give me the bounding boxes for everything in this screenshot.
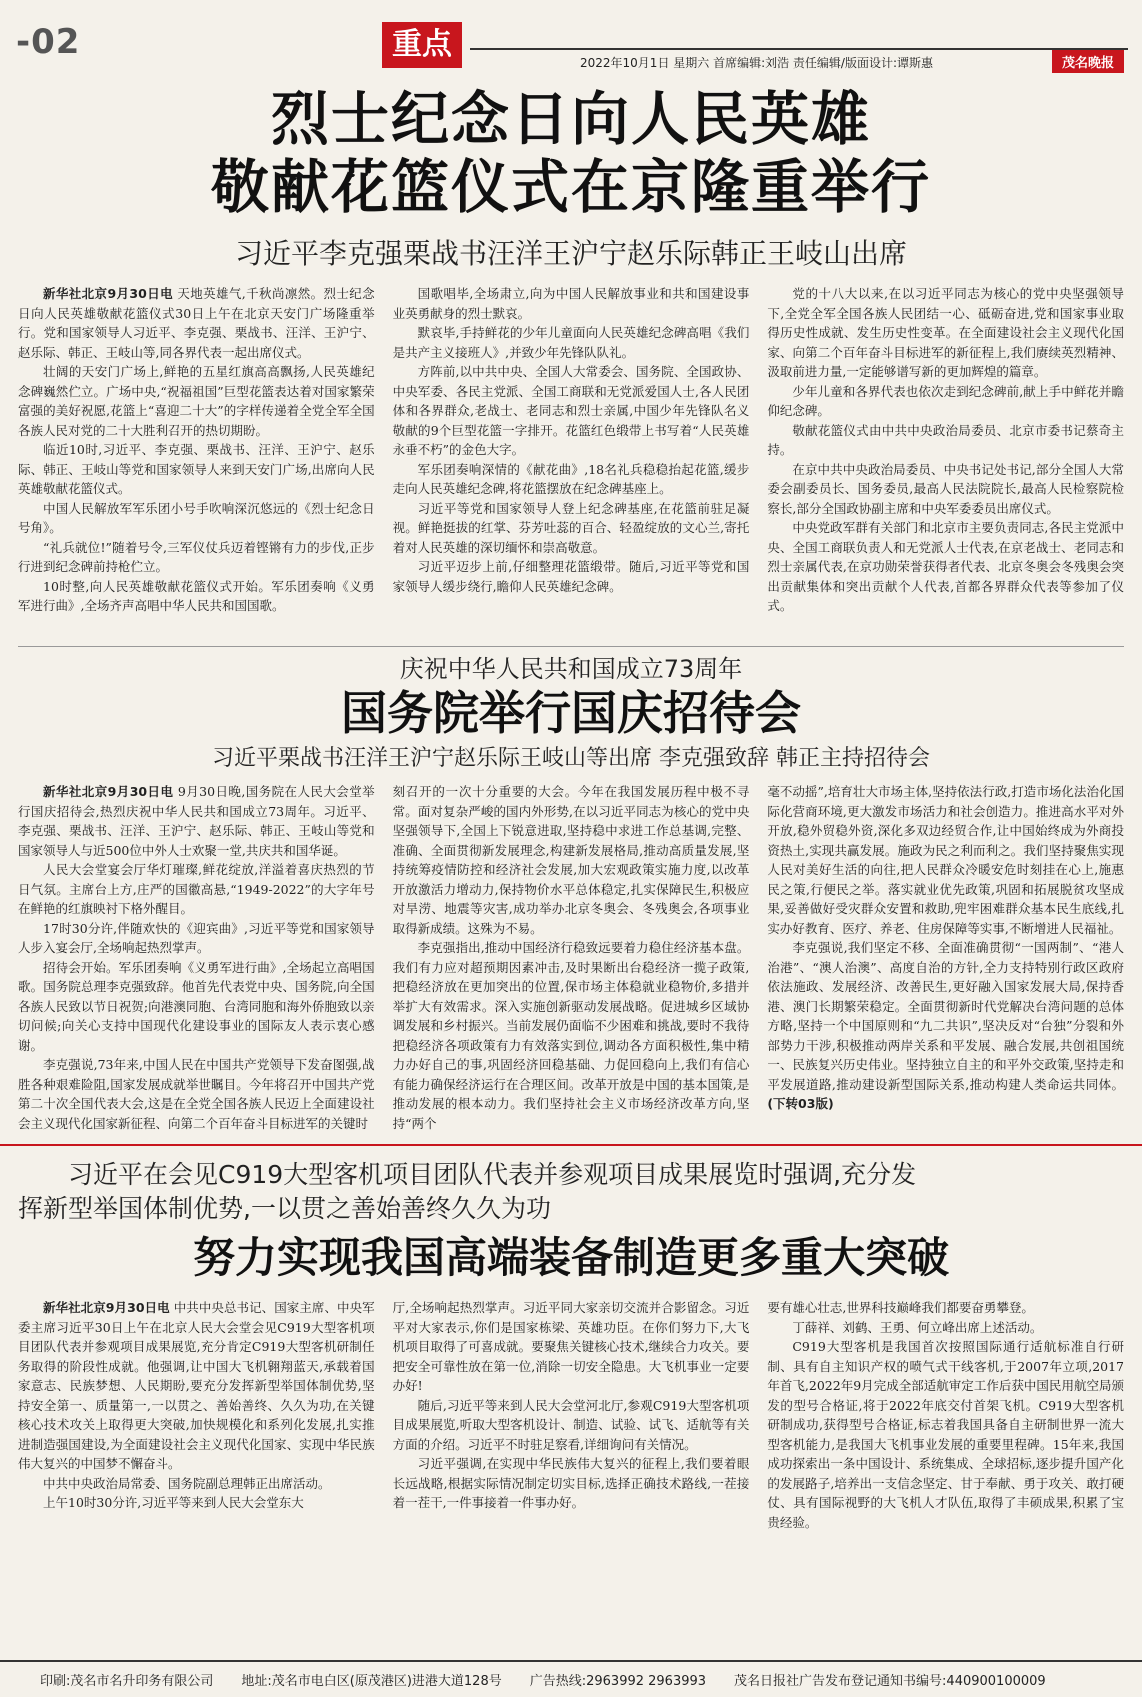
paragraph: 上午10时30分许,习近平等来到人民大会堂东大 [43,1495,304,1510]
paragraph: 党的十八大以来,在以习近平同志为核心的党中央坚强领导下,全党全军全国各族人民团结一心、砥砺奋进,党和国家事业取得历史性成就、发生历史性变革。在全面建设社会主义现代化国家、向第二个百年奋斗目标进军的新征程上,我们赓续英烈精神、汲取前进力量,一定能够谱写新的更加辉煌的篇章。 [767,286,1125,379]
article1-title-line2: 敬献花篮仪式在京隆重举行 [210,153,931,221]
footer-ad-hotline: 广告热线:2963992 2963993 [529,1674,707,1689]
paragraph: 默哀毕,手持鲜花的少年儿童面向人民英雄纪念碑高唱《我们是共产主义接班人》,并致少年先锋队队礼。 [392,325,750,360]
paragraph: 临近10时,习近平、李克强、栗战书、汪洋、王沪宁、赵乐际、韩正、王岐山等党和国家领导人来到天安门广场,出席向人民英雄敬献花篮仪式。 [18,442,375,496]
issue-info: 2022年10月1日 星期六 首席编辑:刘浩 责任编辑/版面设计:谭斯惠 [580,56,934,70]
article3-col3 [767,1298,1124,1652]
paragraph: 习近平迈步上前,仔细整理花篮缎带。随后,习近平等党和国家领导人缓步绕行,瞻仰人民英雄纪念碑。 [392,559,750,594]
paragraph: 中共中央总书记、国家主席、中央军委主席习近平30日上午在北京人民大会堂会见C919大型客机项目团队代表并参观项目成果展览,充分肯定C919大型客机研制任务取得的阶段性成就。他强调,让中国大飞机翱翔蓝天,承载着国家意志、民族梦想、人民期盼,要充分发挥新型举国体制优势,坚持安全第一、质量第一,一以贯之、善始善终、久久为功,在关键核心技术攻关上取得更大突破,加快规模化和系列化发展,扎实推进制造强国建设,为全面建设社会主义现代化国家、实现中华民族伟大复兴的中国梦不懈奋斗。 [18,1300,375,1471]
article1-col2 [393,284,750,638]
footer-address: 地址:茂名市电白区(原茂港区)进港大道128号 [241,1674,502,1689]
paragraph: 军乐团奏响深情的《献花曲》,18名礼兵稳稳抬起花篮,缓步走向人民英雄纪念碑,将花篮摆放在纪念碑基座上。 [392,461,750,496]
article3-title: 努力实现我国高端装备制造更多重大突破 [192,1233,949,1282]
paragraph: 中国人民解放军军乐团小号手吹响深沉悠远的《烈士纪念日号角》。 [18,500,375,535]
page-header [0,0,1142,78]
paragraph: 17时30分许,伴随欢快的《迎宾曲》,习近平等党和国家领导人步入宴会厅,全场响起热烈掌声。 [18,920,375,955]
article2-kicker: 庆祝中华人民共和国成立73周年 [399,655,743,683]
article2-subtitle: 习近平栗战书汪洋王沪宁赵乐际王岐山等出席 李克强致辞 韩正主持招待会 [212,746,930,771]
paragraph: 要有雄心壮志,世界科技巅峰我们都要奋勇攀登。 [767,1300,1034,1315]
section-tag: 重点 [382,22,462,68]
page-number: -02 [16,22,81,62]
paragraph: 人民大会堂宴会厅华灯璀璨,鲜花绽放,洋溢着喜庆热烈的节日气氛。主席台上方,庄严的国徽高悬,“1949-2022”的大字年号在鲜艳的红旗映衬下格外醒目。 [18,862,375,916]
paragraph: 9月30日晚,国务院在人民大会堂举行国庆招待会,热烈庆祝中华人民共和国成立73周年。习近平、李克强、栗战书、汪洋、王沪宁、赵乐际、韩正、王岐山等党和国家领导人与近500位中外人士欢聚一堂,共庆共和国华诞。 [18,784,375,858]
article2-col2 [393,782,750,1134]
paragraph: 10时整,向人民英雄敬献花篮仪式开始。军乐团奏响《义勇军进行曲》,全场齐声高唱中华人民共和国国歌。 [18,578,375,613]
article1-title-line1: 烈士纪念日向人民英雄 [270,85,871,153]
paragraph: 方阵前,以中共中央、全国人大常委会、国务院、全国政协、中央军委、各民主党派、全国工商联和无党派爱国人士,各人民团体和各界群众,老战士、老同志和烈士亲属,中国少年先锋队名义敬献的9个巨型花篮一字排开。花篮红色缎带上书写着“人民英雄永垂不朽”的金色大字。 [392,364,750,457]
paragraph: 中央党政军群有关部门和北京市主要负责同志,各民主党派中央、全国工商联负责人和无党派人士代表,在京老战士、老同志和烈士亲属代表,在京功勋荣誉获得者代表、北京冬奥会冬残奥会突出贡献集体和突出贡献个人代表,首都各界群众代表等参加了仪式。 [767,520,1125,613]
article3-body [18,1298,1124,1652]
paragraph: “礼兵就位!”随着号令,三军仪仗兵迈着铿锵有力的步伐,正步行进到纪念碑前持枪伫立。 [18,539,375,574]
paragraph: 在京中共中央政治局委员、中央书记处书记,部分全国人大常委会副委员长、国务委员,最高人民法院院长,最高人民检察院检察长,部分全国政协副主席和中央军委委员出席仪式。 [767,461,1125,516]
footer-printer: 印刷:茂名市名升印务有限公司 [40,1674,214,1689]
paragraph: 随后,习近平等来到人民大会堂河北厅,参观C919大型客机项目成果展览,听取大型客机设计、制造、试验、试飞、适航等有关方面的介绍。习近平不时驻足察看,详细询问有关情况。 [392,1397,750,1452]
paragraph: 李克强说,73年来,中国人民在中国共产党领导下发奋图强,战胜各种艰难险阻,国家发展成就举世瞩目。今年将召开中国共产党第二十次全国代表大会,这是在全党全国各族人民迈上全面建设社会主义现代化国家新征程、向第二个百年奋斗目标进军的关键时 [18,1057,375,1131]
paragraph: 习近平强调,在实现中华民族伟大复兴的征程上,我们要着眼长远战略,根据实际情况制定切实目标,选择正确技术路线,一茬接着一茬干,一件事接着一件事办好。 [392,1456,750,1510]
article3-intro-line2: 挥新型举国体制优势,一以贯之善始善终久久为功 [18,1194,551,1223]
header-rule [470,48,1128,50]
paragraph: 中共中央政治局常委、国务院副总理韩正出席活动。 [43,1475,331,1491]
paragraph: 丁薛祥、刘鹤、王勇、何立峰出席上述活动。 [792,1319,1043,1335]
paragraph: 招待会开始。军乐团奏响《义勇军进行曲》,全场起立高唱国歌。国务院总理李克强致辞。他首先代表党中央、国务院,向全国各族人民致以节日祝贺;向港澳同胞、台湾同胞和海外侨胞致以亲切问候;向关心支持中国现代化建设事业的国际友人表示衷心感谢。 [18,959,375,1053]
paragraph: 毫不动摇”,培育壮大市场主体,坚持依法行政,打造市场化法治化国际化营商环境,更大激发市场活力和社会创造力。推进高水平对外开放,稳外贸稳外资,深化多双边经贸合作,让中国始终成为外商投资热土,实现共赢发展。施政为民之利而利之。我们坚持聚焦实现人民对美好生活的向往,把人民群众冷暖安危时刻挂在心上,施惠民之策,行便民之举。落实就业优先政策,巩固和拓展脱贫攻坚成果,妥善做好受灾群众安置和救助,兜牢困难群众基本民生底线,扎实办好教育、医疗、养老、住房保障等实事,不断增进人民福祉。 [767,784,1125,936]
paragraph: 习近平等党和国家领导人登上纪念碑基座,在花篮前驻足凝视。鲜艳挺拔的红掌、芬芳吐蕊的百合、轻盈绽放的文心兰,寄托着对人民英雄的深切缅怀和崇高敬意。 [392,500,750,555]
paragraph: C919大型客机是我国首次按照国际通行适航标准自行研制、具有自主知识产权的喷气式干线客机,于2007年立项,2017年首飞,2022年9月完成全部适航审定工作后获中国民用航空局颁发的型号合格证,将于2022年底交付首架飞机。C919大型客机研制成功,获得型号合格证,标志着我国具备自主研制世界一流大型客机能力,是我国大飞机事业发展的重要里程碑。15年来,我国成功探索出一条中国设计、系统集成、全球招标,逐步提升国产化的发展路子,培养出一支信念坚定、甘于奉献、勇于攻关、敢打硬仗、具有国际视野的大飞机人才队伍,取得了丰硕成果,积累了宝贵经验。 [767,1339,1125,1530]
newspaper-logo: 茂名晚报 [1052,50,1124,73]
article2-col3 [767,782,1124,1134]
article2-col1 [18,782,375,1134]
article1-col3 [767,284,1124,638]
article1-body [18,284,1124,638]
paragraph: 壮阔的天安门广场上,鲜艳的五星红旗高高飘扬,人民英雄纪念碑巍然伫立。广场中央,“祝福祖国”巨型花篮表达着对国家繁荣富强的美好祝愿,花篮上“喜迎二十大”的字样传递着全党全军全国各族人民对党的二十大胜利召开的热切期盼。 [18,364,375,438]
article3-col1 [18,1298,375,1652]
article1-col1 [18,284,375,638]
divider [18,646,1124,647]
article2-dateline: 新华社北京9月30日电 [43,784,174,799]
article1-subtitle: 习近平李克强栗战书汪洋王沪宁赵乐际韩正王岐山出席 [234,237,907,270]
paragraph: 刻召开的一次十分重要的大会。今年在我国发展历程中极不寻常。面对复杂严峻的国内外形势,在以习近平同志为核心的党中央坚强领导下,全国上下锐意进取,坚持稳中求进工作总基调,完整、准确、全面贯彻新发展理念,构建新发展格局,推动高质量发展,坚持统筹疫情防控和经济社会发展,加大宏观政策实施力度,以改革开放激活力增动力,保持物价水平总体稳定,扎实保障民生,积极应对旱涝、地震等灾害,成功举办北京冬奥会、冬残奥会,各项事业取得新成绩。这殊为不易。 [392,784,750,936]
red-divider [0,1144,1142,1146]
article2-body [18,782,1124,1134]
paragraph: 少年儿童和各界代表也依次走到纪念碑前,献上手中鲜花并瞻仰纪念碑。 [767,383,1125,418]
article2-title: 国务院举行国庆招待会 [341,686,801,740]
paragraph: 厅,全场响起热烈掌声。习近平同大家亲切交流并合影留念。习近平对大家表示,你们是国家栋梁、英雄功臣。在你们努力下,大飞机项目取得了可喜成就。要聚焦关键核心技术,继续合力攻关。要把安全可靠性放在第一位,消除一切安全隐患。大飞机事业一定要办好! [392,1300,750,1393]
paragraph: 天地英雄气,千秋尚凛然。烈士纪念日向人民英雄敬献花篮仪式30日上午在北京天安门广场隆重举行。党和国家领导人习近平、李克强、栗战书、汪洋、王沪宁、赵乐际、韩正、王岐山等,同各界代表一起出席仪式。 [18,286,375,360]
paragraph: 敬献花篮仪式由中共中央政治局委员、北京市委书记蔡奇主持。 [767,422,1125,457]
article1-dateline: 新华社北京9月30日电 [43,286,173,301]
article3-dateline: 新华社北京9月30日电 [43,1300,170,1315]
paragraph: 李克强指出,推动中国经济行稳致远要着力稳住经济基本盘。我们有力应对超预期因素冲击,及时果断出台稳经济一揽子政策,把稳经济放在更加突出的位置,保市场主体稳就业稳物价,多措并举扩大有效需求。深入实施创新驱动发展战略。促进城乡区域协调发展和乡村振兴。当前发展仍面临不少困难和挑战,要时不我待把稳经济各项政策有力有效落实到位,调动各方面积极性,集中精力办好自己的事,巩固经济回稳基础、力促回稳向上,我们有信心有能力确保经济运行在合理区间。改革开放是中国的基本国策,是推动发展的根本动力。我们坚持社会主义市场经济改革方向,坚持“两个 [392,940,750,1131]
page-footer [0,1660,1142,1697]
paragraph: 李克强说,我们坚定不移、全面准确贯彻“一国两制”、“港人治港”、“澳人治澳”、高度自治的方针,全力支持特别行政区政府依法施政、发展经济、改善民生,更好融入国家发展大局,保持香港、澳门长期繁荣稳定。全面贯彻新时代党解决台湾问题的总体方略,坚持一个中国原则和“九二共识”,坚决反对“台独”分裂和外部势力干涉,积极推动两岸关系和平发展、融合发展,共创祖国统一、民族复兴历史伟业。坚持独立自主的和平外交政策,坚持走和平发展道路,推动建设新型国际关系,推动构建人类命运共同体。 [767,940,1125,1092]
article3-col2 [393,1298,750,1652]
footer-license: 茂名日报社广告发布登记通知书编号:440900100009 [734,1674,1046,1689]
paragraph: 国歌唱毕,全场肃立,向为中国人民解放事业和共和国建设事业英勇献身的烈士默哀。 [392,286,750,321]
article3-intro-line1: 习近平在会见C919大型客机项目团队代表并参观项目成果展览时强调,充分发 [68,1160,917,1189]
continued-note: (下转03版) [767,1096,834,1111]
